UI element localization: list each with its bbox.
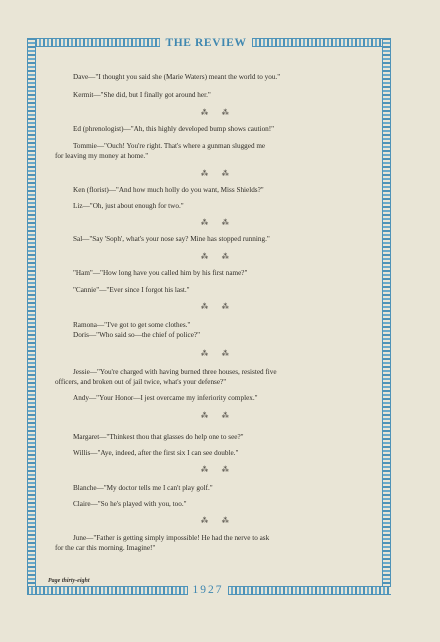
border-right — [382, 38, 391, 595]
joke-line: "Cannie"—"Ever since I forgot his last." — [73, 286, 190, 294]
joke-line: Andy—"Your Honor—I jest overcame my inferiority complex." — [73, 394, 258, 402]
joke-line: Kermit—"She did, but I finally got around her." — [73, 91, 211, 99]
year: 1927 — [192, 584, 224, 596]
ornament: ⁂ ⁂ — [201, 253, 235, 261]
ornament: ⁂ ⁂ — [201, 517, 235, 525]
title-box — [160, 33, 252, 50]
joke-line: "Ham"—"How long have you called him by his first name?" — [73, 269, 248, 277]
joke-line: Margaret—"Thinkest thou that glasses do help one to see?" — [73, 433, 244, 441]
joke-line: Ramona—"I've got to get some clothes." — [73, 321, 191, 329]
ornament: ⁂ ⁂ — [201, 466, 235, 474]
joke-line: June—"Father is getting simply impossible! He had the nerve to ask — [73, 534, 270, 542]
joke-line: Sal—"Say 'Soph', what's your nose say? Mine has stopped running." — [73, 235, 270, 243]
joke-line: Claire—"So he's played with you, too." — [73, 500, 187, 508]
joke-line: Jessie—"You're charged with having burned three houses, resisted five — [73, 368, 277, 376]
joke-line: Doris—"Who said so—the chief of police?" — [73, 331, 201, 339]
border-left — [27, 38, 36, 595]
joke-line: Dave—"I thought you said she (Marie Waters) meant the world to you." — [73, 73, 281, 81]
page-title: THE REVIEW — [165, 37, 247, 49]
year-box — [188, 580, 228, 597]
joke-line: Tommie—"Ouch! You're right. That's where a gunman slugged me — [73, 142, 266, 150]
ornament: ⁂ ⁂ — [201, 412, 235, 420]
joke-line: Ed (phrenologist)—"Ah, this highly developed bump shows caution!" — [73, 125, 275, 133]
joke-line: Ken (florist)—"And how much holly do you want, Miss Shields?" — [73, 186, 264, 194]
ornament: ⁂ ⁂ — [201, 350, 235, 358]
joke-line: for the car this morning. Imagine!" — [55, 544, 156, 552]
joke-line: Liz—"Oh, just about enough for two." — [73, 202, 184, 210]
joke-line: Blanche—"My doctor tells me I can't play golf." — [73, 484, 213, 492]
joke-line: officers, and broken out of jail twice, what's your defense?" — [55, 378, 227, 386]
ornament: ⁂ ⁂ — [201, 219, 235, 227]
joke-line: Willis—"Aye, indeed, after the first six I can see double." — [73, 449, 239, 457]
ornament: ⁂ ⁂ — [201, 170, 235, 178]
ornament: ⁂ ⁂ — [201, 303, 235, 311]
joke-line: for leaving my money at home." — [55, 152, 149, 160]
page-number: Page thirty-eight — [48, 578, 90, 584]
ornament: ⁂ ⁂ — [201, 109, 235, 117]
